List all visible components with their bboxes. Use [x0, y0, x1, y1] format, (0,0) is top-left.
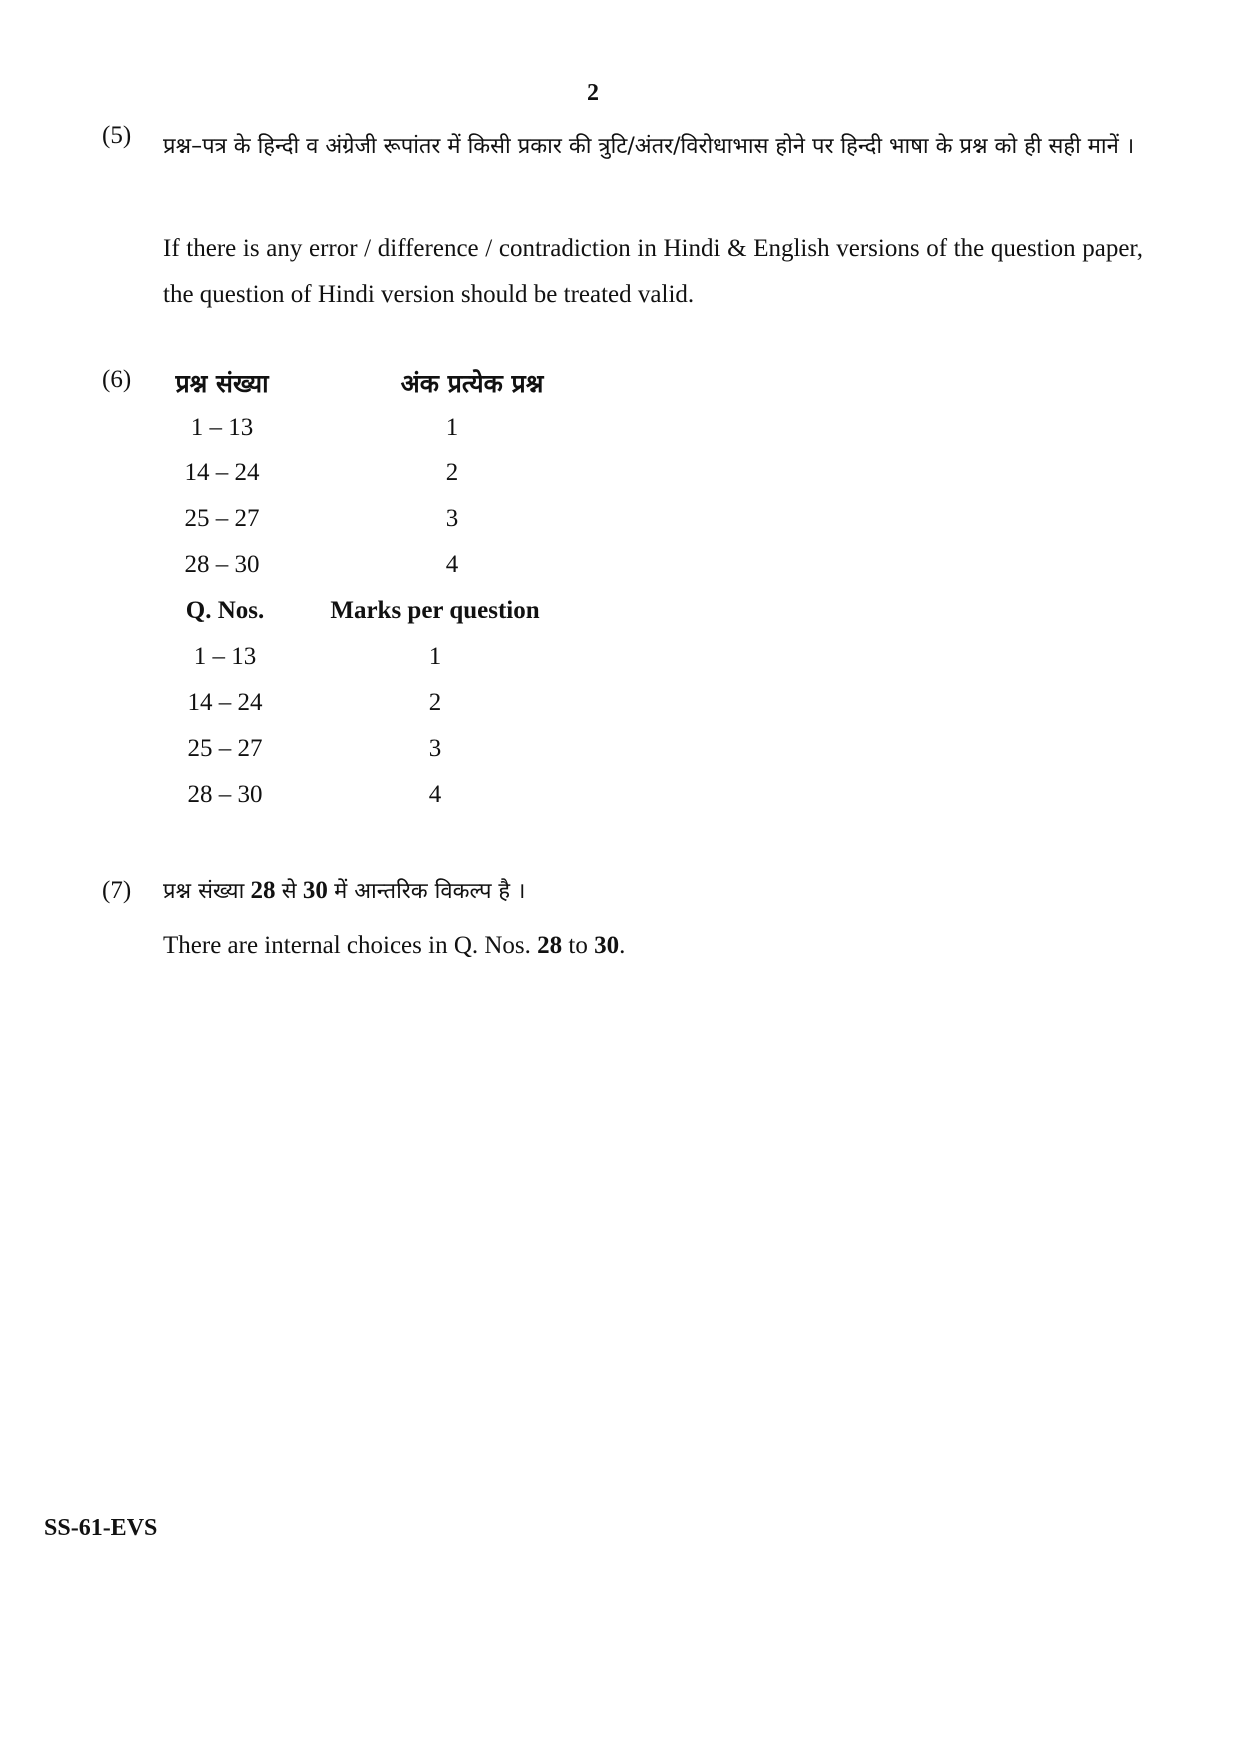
- marks-cell: 3: [445, 505, 459, 532]
- marks-cell: 2: [428, 689, 442, 716]
- qnos-cell: 1 – 13: [193, 643, 257, 670]
- q-from: 28: [250, 877, 276, 904]
- text: प्रश्न संख्या: [163, 879, 245, 904]
- qnos-header: Q. Nos.: [185, 597, 265, 624]
- qnos-cell: 28 – 30: [187, 781, 263, 808]
- text: to: [568, 932, 588, 959]
- instruction-number: (6): [102, 366, 132, 393]
- qnos-cell: 28 – 30: [184, 551, 260, 578]
- page-number: 2: [587, 80, 599, 106]
- instruction-number: (7): [102, 877, 132, 904]
- text: में आन्तरिक विकल्प है ।: [334, 879, 526, 904]
- instruction-7-hindi: [163, 868, 1143, 915]
- qnos-cell: 25 – 27: [187, 735, 263, 762]
- instruction-5-english: If there is any error / difference / contradiction in Hindi & English versions of the question paper, the question of Hindi version should be treated valid.: [163, 235, 1143, 308]
- qnos-header: प्रश्न संख्या: [175, 369, 269, 398]
- marks-cell: 4: [445, 551, 459, 578]
- marks-header: Marks per question: [330, 597, 540, 624]
- text: से: [281, 879, 297, 904]
- qnos-cell: 25 – 27: [184, 505, 260, 532]
- marks-cell: 2: [445, 459, 459, 486]
- marks-cell: 1: [445, 414, 459, 441]
- q-from: 28: [537, 932, 563, 959]
- qnos-cell: 1 – 13: [190, 414, 254, 441]
- instruction-7-english: [163, 923, 1143, 969]
- marks-cell: 3: [428, 735, 442, 762]
- marks-cell: 4: [428, 781, 442, 808]
- paper-code: SS-61-EVS: [44, 1515, 158, 1541]
- text: There are internal choices in Q. Nos.: [163, 932, 531, 959]
- marks-header: अंक प्रत्येक प्रश्न: [400, 369, 544, 398]
- instruction-5-hindi: प्रश्न–पत्र के हिन्दी व अंग्रेजी रूपांतर में किसी प्रकार की त्रुटि/अंतर/विरोधाभास होने पर हिन्दी भाषा के प्रश्न को ही सही मानें ।: [163, 134, 1135, 159]
- text: .: [619, 932, 626, 959]
- qnos-cell: 14 – 24: [184, 459, 260, 486]
- qnos-cell: 14 – 24: [187, 689, 263, 716]
- marks-cell: 1: [428, 643, 442, 670]
- instruction-number: (5): [102, 122, 132, 149]
- q-to: 30: [302, 877, 328, 904]
- q-to: 30: [594, 932, 620, 959]
